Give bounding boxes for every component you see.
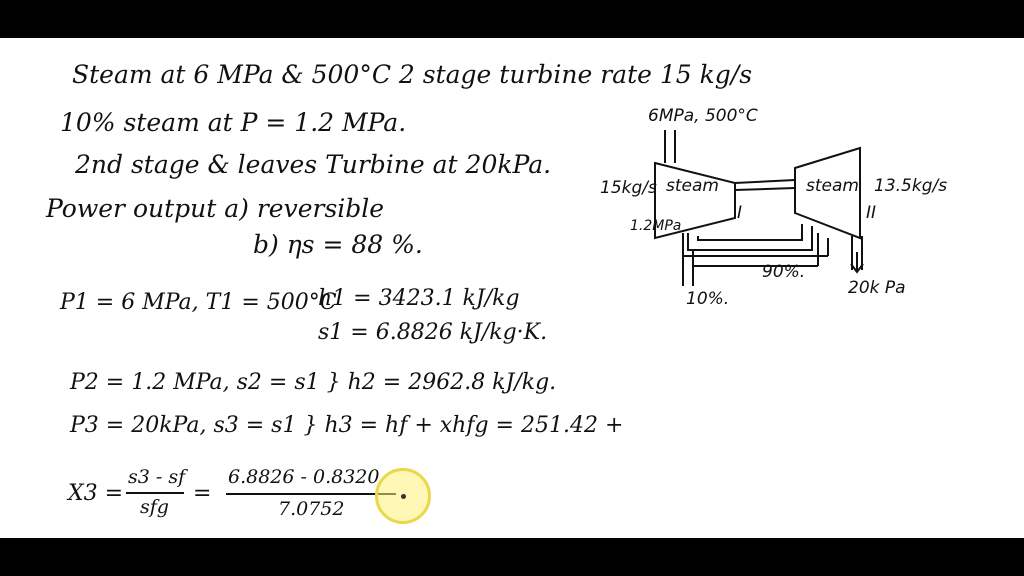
state1-conditions: P1 = 6 MPa, T1 = 500°C <box>60 290 337 315</box>
problem-line-4: Power output a) reversible <box>46 194 385 223</box>
quality-formula-denominator: sfg <box>140 496 169 518</box>
diagram-exit-pressure: 20k Pa <box>848 278 906 298</box>
quality-lhs: X3 = <box>68 481 124 506</box>
turbine-1-label: steam <box>666 176 719 196</box>
turbine-2-numeral: II <box>866 203 877 223</box>
problem-line-5: b) ηs = 88 %. <box>253 230 423 259</box>
diagram-stage2-flow: 13.5kg/s <box>874 176 948 196</box>
whiteboard <box>0 38 1024 538</box>
state3-line: P3 = 20kPa, s3 = s1 } h3 = hf + xhfg = 251.42 + <box>70 413 624 438</box>
cursor-highlight <box>375 468 431 524</box>
diagram-extraction-pressure: 1.2MPa <box>630 218 682 234</box>
state1-entropy: s1 = 6.8826 kJ/kg·K. <box>318 320 548 345</box>
state2-line: P2 = 1.2 MPa, s2 = s1 } h2 = 2962.8 kJ/kg. <box>70 370 557 395</box>
diagram-split-extract: 10%. <box>686 289 730 309</box>
quality-formula-numerator: s3 - sf <box>128 466 186 488</box>
quality-equals: = <box>193 481 212 506</box>
quality-value-denominator: 7.0752 <box>278 498 345 520</box>
diagram-inlet-flow: 15kg/s <box>600 178 657 198</box>
quality-value-numerator: 6.8826 - 0.8320 <box>228 466 380 488</box>
diagram-split-main: 90%. <box>762 262 806 282</box>
turbine-1-numeral: I <box>737 203 743 223</box>
problem-line-3: 2nd stage & leaves Turbine at 20kPa. <box>75 150 552 179</box>
state1-enthalpy: h1 = 3423.1 kJ/kg <box>318 286 520 311</box>
problem-line-1: Steam at 6 MPa & 500°C 2 stage turbine rate 15 kg/s <box>72 60 753 89</box>
problem-line-2: 10% steam at P = 1.2 MPa. <box>60 108 407 137</box>
turbine-2-label: steam <box>806 176 859 196</box>
diagram-inlet-label: 6MPa, 500°C <box>648 106 758 126</box>
